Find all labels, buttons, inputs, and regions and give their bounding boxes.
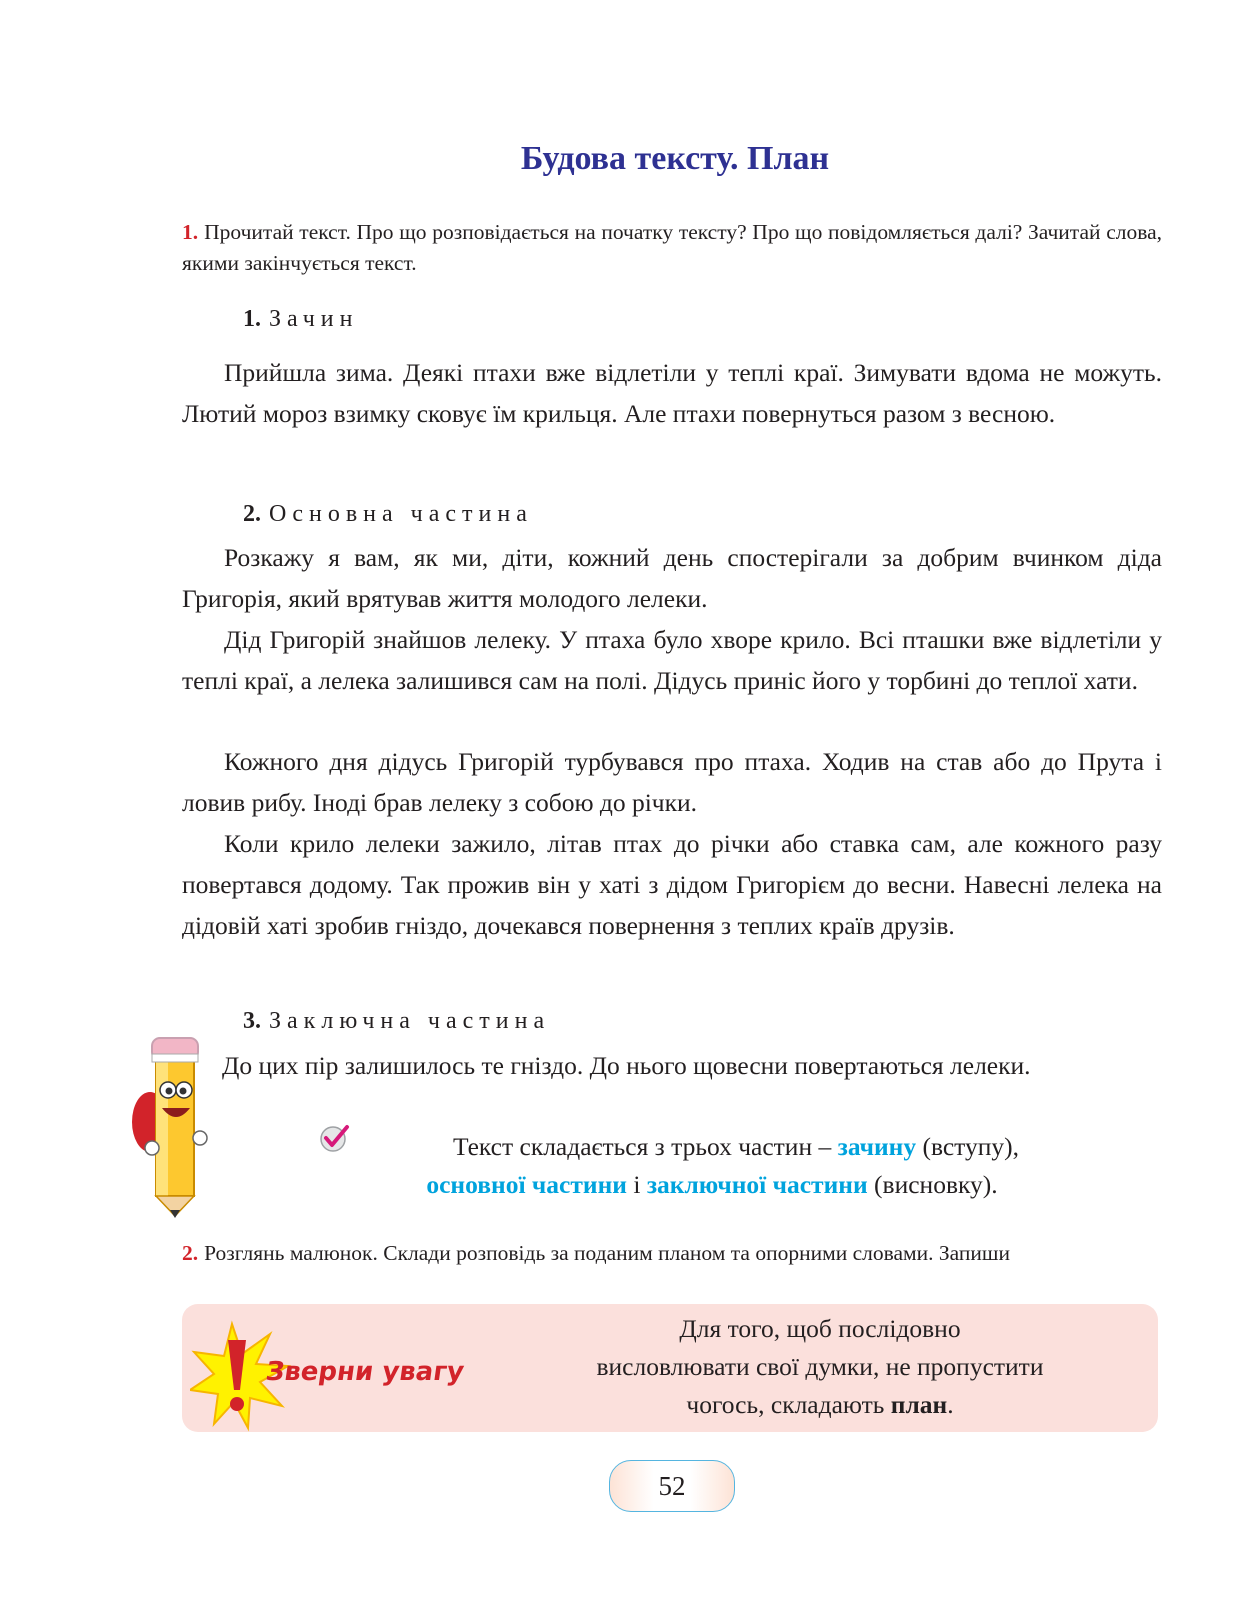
task-1 bbox=[182, 217, 1162, 279]
section-title: Заключна частина bbox=[269, 1008, 551, 1034]
rule-note bbox=[312, 1128, 1112, 1204]
paragraph: Дід Григорій знайшов лелеку. У птаха було хворе крило. Всі пташки вже відлетіли у теплі краї, а лелека залишився сам на полі. Дідусь приніс його у торбині до теплої хати. bbox=[182, 625, 1162, 695]
task-2 bbox=[182, 1238, 1162, 1269]
rule-highlight: зачину bbox=[837, 1132, 917, 1161]
section-title: Зачин bbox=[269, 306, 359, 332]
rule-text: Текст складається з трьох частин – bbox=[452, 1132, 838, 1161]
attention-label: Зверни увагу bbox=[263, 1357, 466, 1387]
rule-highlight: заключної частини bbox=[646, 1170, 868, 1199]
rule-highlight: основної частини bbox=[426, 1170, 627, 1199]
section-heading-conclusion bbox=[243, 1008, 550, 1035]
rule-text: (вступу), bbox=[916, 1132, 1020, 1161]
paragraph: Розкажу я вам, як ми, діти, кожний день спостерігали за добрим вчинком діда Григорія, який врятував життя молодого лелеки. bbox=[182, 543, 1162, 613]
paragraph: До цих пір залишилось те гніздо. До нього щовесни повертаються лелеки. bbox=[222, 1051, 1031, 1080]
attention-keyword: план bbox=[890, 1390, 948, 1419]
pencil-mascot-icon bbox=[130, 1030, 216, 1218]
section-number: 3. bbox=[243, 1008, 261, 1034]
page-number: 52 bbox=[609, 1460, 735, 1512]
page-title: Будова тексту. План bbox=[520, 140, 830, 177]
task-number: 1. bbox=[182, 220, 199, 244]
section-title: Основна частина bbox=[269, 501, 533, 527]
paragraph: Прийшла зима. Деякі птахи вже відлетіли у теплі краї. Зимувати вдома не можуть. Лютий мороз взимку сковує їм крильця. Але птахи повернуться разом з весною. bbox=[182, 358, 1162, 428]
attention-line: Для того, щоб послідовно bbox=[679, 1314, 961, 1343]
attention-line: чогось, складають bbox=[686, 1390, 891, 1419]
paragraph: Коли крило лелеки зажило, літав птах до річки або ставка сам, але кожного разу повертався додому. Так прожив він у хаті з дідом Григорієм до весни. Навесні лелека на дідовій хаті зробив гніздо, дочекався повернення з теплих країв друзів. bbox=[182, 829, 1162, 940]
section-number: 1. bbox=[243, 306, 261, 332]
task-number: 2. bbox=[182, 1241, 199, 1265]
paragraph: Кожного дня дідусь Григорій турбувався про птаха. Ходив на став або до Прута і ловив рибу. Іноді брав лелеку з собою до річки. bbox=[182, 747, 1162, 817]
task-text: Розглянь малюнок. Склади розповідь за поданим планом та опорними словами. Запиши bbox=[204, 1241, 1010, 1265]
section-heading-intro bbox=[243, 306, 358, 333]
attention-line: висловлювати свої думки, не пропустити bbox=[596, 1352, 1044, 1381]
attention-text bbox=[520, 1310, 1120, 1424]
section-heading-main bbox=[243, 501, 533, 528]
attention-line: . bbox=[947, 1390, 954, 1419]
rule-text: і bbox=[626, 1170, 647, 1199]
task-text: Прочитай текст. Про що розповідається на початку тексту? Про що повідомляється далі? Зачитай слова, якими закінчується текст. bbox=[182, 220, 1162, 275]
rule-text: (висновку). bbox=[867, 1170, 998, 1199]
section-number: 2. bbox=[243, 501, 261, 527]
